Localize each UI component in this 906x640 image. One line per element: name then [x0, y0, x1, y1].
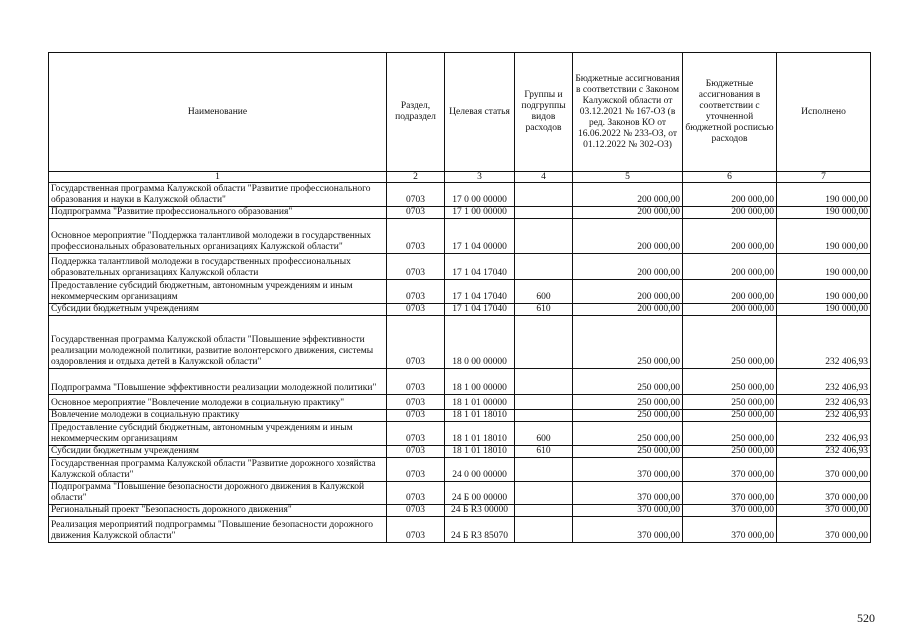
row-section-cell: 0703 [387, 458, 445, 482]
row-law-amount-cell: 370 000,00 [573, 458, 683, 482]
row-group-cell [515, 410, 573, 422]
row-section-cell: 0703 [387, 207, 445, 219]
table-row [49, 395, 871, 410]
column-number: 1 [49, 172, 387, 183]
row-refined-amount-cell: 250 000,00 [683, 369, 777, 395]
row-group-cell [515, 505, 573, 517]
row-refined-amount-cell: 250 000,00 [683, 395, 777, 410]
row-executed-amount-cell: 232 406,93 [777, 446, 871, 458]
row-law-amount-cell: 200 000,00 [573, 207, 683, 219]
row-section-cell: 0703 [387, 316, 445, 369]
row-name-cell: Реализация мероприятий подпрограммы "Повышение безопасности дорожного движения Калужской области" [49, 517, 387, 543]
row-name-cell: Поддержка талантливой молодежи в государственных профессиональных образовательных организациях Калужской области [49, 254, 387, 280]
column-number-row [49, 172, 871, 183]
row-section-cell: 0703 [387, 482, 445, 505]
row-name-cell: Основное мероприятие "Поддержка талантливой молодежи в государственных профессиональных образовательных организациях Калужской области" [49, 219, 387, 254]
row-group-cell [515, 395, 573, 410]
row-section-cell: 0703 [387, 410, 445, 422]
row-group-cell [515, 482, 573, 505]
row-section-cell: 0703 [387, 517, 445, 543]
row-executed-amount-cell: 190 000,00 [777, 280, 871, 304]
row-target-cell: 18 1 01 00000 [445, 395, 515, 410]
row-law-amount-cell: 200 000,00 [573, 183, 683, 207]
row-refined-amount-cell: 200 000,00 [683, 219, 777, 254]
row-target-cell: 17 1 04 00000 [445, 219, 515, 254]
row-target-cell: 18 1 01 18010 [445, 410, 515, 422]
row-group-cell [515, 369, 573, 395]
row-name-cell: Субсидии бюджетным учреждениям [49, 446, 387, 458]
row-target-cell: 17 1 04 17040 [445, 280, 515, 304]
table-row [49, 254, 871, 280]
row-group-cell [515, 517, 573, 543]
row-law-amount-cell: 200 000,00 [573, 304, 683, 316]
row-executed-amount-cell: 370 000,00 [777, 458, 871, 482]
row-refined-amount-cell: 370 000,00 [683, 505, 777, 517]
row-executed-amount-cell: 190 000,00 [777, 183, 871, 207]
row-law-amount-cell: 370 000,00 [573, 482, 683, 505]
table-body [49, 183, 871, 543]
row-target-cell: 18 1 01 18010 [445, 446, 515, 458]
row-section-cell: 0703 [387, 183, 445, 207]
row-section-cell: 0703 [387, 369, 445, 395]
row-target-cell: 24 Б R3 85070 [445, 517, 515, 543]
table-row [49, 458, 871, 482]
row-refined-amount-cell: 250 000,00 [683, 422, 777, 446]
row-executed-amount-cell: 232 406,93 [777, 369, 871, 395]
row-section-cell: 0703 [387, 505, 445, 517]
row-refined-amount-cell: 250 000,00 [683, 446, 777, 458]
page-number: 520 [857, 611, 875, 625]
row-refined-amount-cell: 370 000,00 [683, 517, 777, 543]
row-name-cell: Вовлечение молодежи в социальную практику [49, 410, 387, 422]
row-name-cell: Государственная программа Калужской области "Развитие профессионального образования и науки в Калужской области" [49, 183, 387, 207]
row-name-cell: Государственная программа Калужской области "Повышение эффективности реализации молодежной политики, развитие волонтерского движения, системы оздоровления и отдыха детей в Калужской области" [49, 316, 387, 369]
table-row [49, 207, 871, 219]
row-law-amount-cell: 250 000,00 [573, 422, 683, 446]
table-row [49, 183, 871, 207]
row-law-amount-cell: 250 000,00 [573, 395, 683, 410]
column-number: 4 [515, 172, 573, 183]
column-number: 6 [683, 172, 777, 183]
row-law-amount-cell: 370 000,00 [573, 517, 683, 543]
row-group-cell [515, 316, 573, 369]
row-group-cell [515, 254, 573, 280]
row-law-amount-cell: 200 000,00 [573, 219, 683, 254]
row-law-amount-cell: 250 000,00 [573, 316, 683, 369]
table-header-row [49, 53, 871, 172]
table-row [49, 505, 871, 517]
row-refined-amount-cell: 250 000,00 [683, 316, 777, 369]
row-group-cell [515, 458, 573, 482]
row-law-amount-cell: 250 000,00 [573, 446, 683, 458]
row-refined-amount-cell: 370 000,00 [683, 482, 777, 505]
row-section-cell: 0703 [387, 254, 445, 280]
table-row [49, 219, 871, 254]
row-group-cell [515, 219, 573, 254]
row-refined-amount-cell: 200 000,00 [683, 304, 777, 316]
row-law-amount-cell: 200 000,00 [573, 254, 683, 280]
row-refined-amount-cell: 200 000,00 [683, 254, 777, 280]
column-number: 7 [777, 172, 871, 183]
row-name-cell: Подпрограмма "Развитие профессионального образования" [49, 207, 387, 219]
row-group-cell: 610 [515, 446, 573, 458]
table-row [49, 316, 871, 369]
row-law-amount-cell: 250 000,00 [573, 369, 683, 395]
row-law-amount-cell: 250 000,00 [573, 410, 683, 422]
budget-table [48, 52, 871, 543]
row-name-cell: Региональный проект "Безопасность дорожного движения" [49, 505, 387, 517]
row-refined-amount-cell: 200 000,00 [683, 207, 777, 219]
table-row [49, 517, 871, 543]
row-law-amount-cell: 200 000,00 [573, 280, 683, 304]
row-refined-amount-cell: 250 000,00 [683, 410, 777, 422]
row-section-cell: 0703 [387, 422, 445, 446]
row-refined-amount-cell: 200 000,00 [683, 280, 777, 304]
row-target-cell: 17 0 00 00000 [445, 183, 515, 207]
column-number: 2 [387, 172, 445, 183]
header-refined-assignments: Бюджетные ассигнования в соответствии с уточненной бюджетной росписью расходов [683, 53, 777, 172]
table-row [49, 482, 871, 505]
row-target-cell: 18 0 00 00000 [445, 316, 515, 369]
row-group-cell [515, 183, 573, 207]
row-target-cell: 24 Б 00 00000 [445, 482, 515, 505]
row-refined-amount-cell: 200 000,00 [683, 183, 777, 207]
row-target-cell: 17 1 00 00000 [445, 207, 515, 219]
header-section: Раздел, подраздел [387, 53, 445, 172]
row-group-cell: 600 [515, 280, 573, 304]
row-group-cell: 610 [515, 304, 573, 316]
row-executed-amount-cell: 190 000,00 [777, 304, 871, 316]
header-executed: Исполнено [777, 53, 871, 172]
header-groups: Группы и подгруппы видов расходов [515, 53, 573, 172]
row-executed-amount-cell: 190 000,00 [777, 219, 871, 254]
header-law-assignments: Бюджетные ассигнования в соответствии с Законом Калужской области от 03.12.2021 № 167-ОЗ (в ред. Законов КО от 16.06.2022 № 233-ОЗ, от 01.12.2022 № 302-ОЗ) [573, 53, 683, 172]
row-name-cell: Предоставление субсидий бюджетным, автономным учреждениям и иным некоммерческим организациям [49, 422, 387, 446]
table-row [49, 280, 871, 304]
row-group-cell [515, 207, 573, 219]
row-target-cell: 17 1 04 17040 [445, 254, 515, 280]
row-executed-amount-cell: 190 000,00 [777, 254, 871, 280]
row-name-cell: Подпрограмма "Повышение эффективности реализации молодежной политики" [49, 369, 387, 395]
table-row [49, 369, 871, 395]
header-name: Наименование [49, 53, 387, 172]
column-number: 5 [573, 172, 683, 183]
row-target-cell: 18 1 00 00000 [445, 369, 515, 395]
row-refined-amount-cell: 370 000,00 [683, 458, 777, 482]
row-target-cell: 24 0 00 00000 [445, 458, 515, 482]
row-name-cell: Основное мероприятие "Вовлечение молодежи в социальную практику" [49, 395, 387, 410]
row-target-cell: 17 1 04 17040 [445, 304, 515, 316]
row-law-amount-cell: 370 000,00 [573, 505, 683, 517]
row-executed-amount-cell: 190 000,00 [777, 207, 871, 219]
row-group-cell: 600 [515, 422, 573, 446]
row-executed-amount-cell: 370 000,00 [777, 505, 871, 517]
row-target-cell: 18 1 01 18010 [445, 422, 515, 446]
table-row [49, 304, 871, 316]
row-name-cell: Предоставление субсидий бюджетным, автономным учреждениям и иным некоммерческим организациям [49, 280, 387, 304]
row-executed-amount-cell: 232 406,93 [777, 422, 871, 446]
table-row [49, 422, 871, 446]
row-name-cell: Субсидии бюджетным учреждениям [49, 304, 387, 316]
row-executed-amount-cell: 370 000,00 [777, 517, 871, 543]
row-target-cell: 24 Б R3 00000 [445, 505, 515, 517]
row-name-cell: Подпрограмма "Повышение безопасности дорожного движения в Калужской области" [49, 482, 387, 505]
row-section-cell: 0703 [387, 280, 445, 304]
column-number: 3 [445, 172, 515, 183]
table-row [49, 410, 871, 422]
row-section-cell: 0703 [387, 395, 445, 410]
row-section-cell: 0703 [387, 446, 445, 458]
row-section-cell: 0703 [387, 304, 445, 316]
row-executed-amount-cell: 232 406,93 [777, 395, 871, 410]
row-executed-amount-cell: 370 000,00 [777, 482, 871, 505]
row-name-cell: Государственная программа Калужской области "Развитие дорожного хозяйства Калужской области" [49, 458, 387, 482]
row-section-cell: 0703 [387, 219, 445, 254]
table-row [49, 446, 871, 458]
row-executed-amount-cell: 232 406,93 [777, 410, 871, 422]
row-executed-amount-cell: 232 406,93 [777, 316, 871, 369]
header-target: Целевая статья [445, 53, 515, 172]
